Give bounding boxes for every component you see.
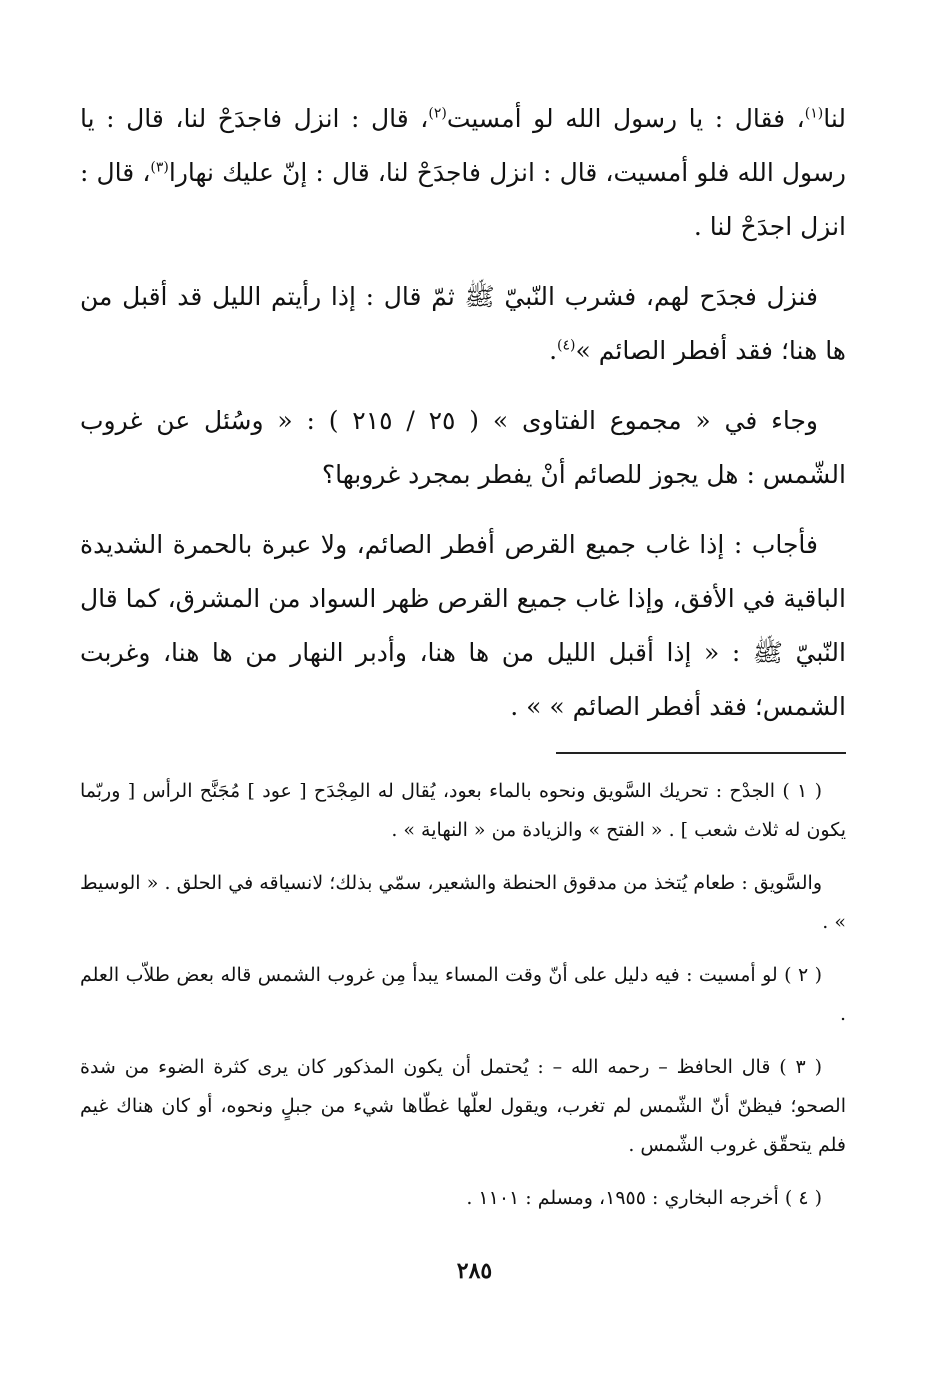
footnote-marker-4: (٤) (557, 337, 576, 354)
footnote-marker-3: (٣) (150, 159, 169, 176)
paragraph-3-text: وجاء في « مجموع الفتاوى » ( ٢٥ / ٢١٥ ) : « وسُئل عن غروب الشّمس : هل يجوز للصائم أنْ يفطر بمجرد غروبها؟ (80, 406, 846, 489)
paragraph-1-text-c: ، قال : انزل فاجدَحْ لنا، قال : يا رسول الله فلو أمسيت، قال : انزل فاجدَحْ لنا، قال : إنّ عليك نهارا (80, 104, 846, 187)
footnote-3: ( ٣ ) قال الحافظ – رحمه الله – : يُحتمل أن يكون المذكور كان يرى كثرة الضوء من شدة الصحو؛ فيظنّ أنّ الشّمس لم تغرب، ويقول لعلّها غطّاها شيء من جبلٍ ونحوه، أو كان هناك غيم فلم يتحقّق غروب الشّمس . (80, 1056, 846, 1156)
page-body (80, 92, 846, 1232)
paragraph-1 (80, 92, 846, 254)
footnote-divider (556, 752, 846, 754)
footnote-4: ( ٤ ) أخرجه البخاري : ١٩٥٥، ومسلم : ١١٠١ . (466, 1187, 822, 1209)
paragraph-4 (80, 518, 846, 734)
paragraph-4-text: فأجاب : إذا غاب جميع القرص أفطر الصائم، ولا عبرة بالحمرة الشديدة الباقية في الأفق، وإذا غاب جميع القرص ظهر السواد من المشرق، كما قال النّبيّ ﷺ : « إذا أقبل الليل من ها هنا، وأدبر النهار من ها هنا، وغربت الشمس؛ فقد أفطر الصائم » » . (80, 530, 846, 721)
main-text (80, 92, 846, 734)
footnote-1-continuation: والسَّويق : طعام يُتخذ من مدقوق الحنطة والشعير، سمّي بذلك؛ لانسياقه في الحلق . « الوسيط » . (80, 872, 846, 933)
paragraph-2-end: . (549, 336, 558, 365)
paragraph-2 (80, 270, 846, 378)
footnote-marker-2: (٢) (428, 105, 447, 122)
footnotes (80, 772, 846, 1218)
paragraph-1-text-a: لنا (823, 104, 846, 133)
paragraph-3 (80, 394, 846, 502)
footnote-1: ( ١ ) الجدْح : تحريك السَّويق ونحوه بالماء بعود، يُقال له المِجْدَح [ عود ] مُجَنَّح الرأس [ وربّما يكون له ثلاث شعب ] . « الفتح » والزيادة من « النهاية » . (80, 780, 846, 841)
paragraph-1-text-d: ، قال : انزل اجدَحْ لنا . (80, 158, 846, 241)
paragraph-2-text: فنزل فجدَح لهم، فشرب النّبيّ ﷺ ثمّ قال : إذا رأيتم الليل قد أقبل من ها هنا؛ فقد أفطر الصائم » (80, 282, 846, 365)
footnote-2: ( ٢ ) لو أمسيت : فيه دليل على أنّ وقت المساء يبدأ مِن غروب الشمس قاله بعض طلاّب العلم . (80, 964, 846, 1025)
paragraph-1-text-b: ، فقال : يا رسول الله لو أمسيت (446, 104, 805, 133)
page-number: ٢٨٥ (456, 1258, 493, 1284)
footnote-marker-1: (١) (804, 105, 824, 122)
